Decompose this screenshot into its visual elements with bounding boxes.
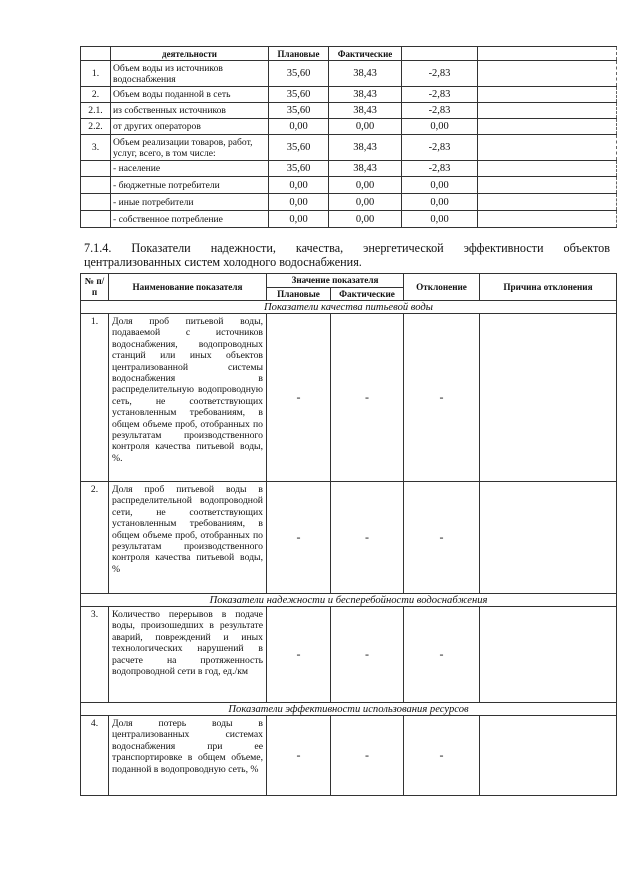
row-deviation: 0,00 — [402, 119, 478, 135]
row-name: из собственных источников — [111, 103, 269, 119]
header-reason: Причина отклонения — [480, 274, 617, 301]
table-row — [81, 194, 617, 211]
row-reason — [480, 482, 617, 594]
production-indicators-table — [80, 46, 617, 228]
row-description: Количество перерывов в подаче воды, произошедших в результате аварий, повреждений и иных технологических нарушений в расчете на протяженность водопроводной сети в год, ед./км — [109, 607, 267, 703]
row-plan: 0,00 — [269, 194, 329, 211]
header-plan: Плановые — [267, 288, 331, 301]
row-fact: 38,43 — [329, 87, 402, 103]
row-reason — [478, 194, 617, 211]
row-reason — [478, 87, 617, 103]
section-title: Показатели качества питьевой воды — [81, 301, 617, 314]
row-fact: 38,43 — [329, 103, 402, 119]
row-plan: 35,60 — [269, 103, 329, 119]
row-plan: - — [267, 716, 331, 796]
row-fact: - — [331, 607, 404, 703]
row-fact: 0,00 — [329, 211, 402, 228]
row-reason — [478, 211, 617, 228]
header-empty-cell — [478, 47, 617, 61]
row-deviation: - — [404, 607, 480, 703]
row-deviation: 0,00 — [402, 177, 478, 194]
header-empty-cell — [402, 47, 478, 61]
table-row — [81, 177, 617, 194]
table-row — [81, 607, 617, 703]
row-description: Доля проб питьевой воды в распределительной водопроводной сети, не соответствующих установленным требованиям, в общем объеме проб, отобранных по результатам производственного контроля качества питьевой воды, % — [109, 482, 267, 594]
row-fact: 0,00 — [329, 194, 402, 211]
row-fact: 0,00 — [329, 119, 402, 135]
row-name: Объем воды поданной в сеть — [111, 87, 269, 103]
row-reason — [478, 103, 617, 119]
header-fact: Фактические — [329, 47, 402, 61]
row-deviation: -2,83 — [402, 135, 478, 161]
row-name: - собственное потребление — [111, 211, 269, 228]
row-number: 1. — [81, 314, 109, 482]
row-plan: 35,60 — [269, 135, 329, 161]
row-description: Доля проб питьевой воды, подаваемой с источников водоснабжения, водопроводных станций или иных объектов централизованной системы водоснабжения в распределительную водопроводную сеть, не соответствующих установленным требованиям, в общем объеме проб, отобранных по результатам производственного контроля качества питьевой воды, %. — [109, 314, 267, 482]
row-plan: 35,60 — [269, 87, 329, 103]
row-plan: 0,00 — [269, 177, 329, 194]
row-reason — [478, 177, 617, 194]
header-plan: Плановые — [269, 47, 329, 61]
table-row — [81, 716, 617, 796]
header-activity: деятельности — [111, 47, 269, 61]
row-number — [81, 161, 111, 177]
row-fact: 0,00 — [329, 177, 402, 194]
row-number — [81, 177, 111, 194]
row-number: 2. — [81, 482, 109, 594]
row-plan: - — [267, 607, 331, 703]
table-row — [81, 119, 617, 135]
row-reason — [478, 161, 617, 177]
row-fact: 38,43 — [329, 161, 402, 177]
row-reason — [478, 135, 617, 161]
header-indicator-name: Наименование показателя — [109, 274, 267, 301]
header-indicator-value: Значение показателя — [267, 274, 404, 288]
section-title: Показатели эффективности использования ресурсов — [81, 703, 617, 716]
table-row — [81, 87, 617, 103]
row-number: 3. — [81, 607, 109, 703]
table-row — [81, 103, 617, 119]
row-deviation: -2,83 — [402, 87, 478, 103]
row-number: 4. — [81, 716, 109, 796]
row-fact: - — [331, 716, 404, 796]
table-row — [81, 135, 617, 161]
header-fact: Фактические — [331, 288, 404, 301]
row-number — [81, 194, 111, 211]
row-fact: - — [331, 482, 404, 594]
row-number: 1. — [81, 61, 111, 87]
row-deviation: -2,83 — [402, 103, 478, 119]
row-name: - бюджетные потребители — [111, 177, 269, 194]
row-name: от других операторов — [111, 119, 269, 135]
row-number: 2.1. — [81, 103, 111, 119]
row-deviation: 0,00 — [402, 194, 478, 211]
row-reason — [480, 607, 617, 703]
section-heading-continuation: централизованных систем холодного водоснабжения. — [84, 255, 362, 269]
table-row — [81, 161, 617, 177]
row-plan: 0,00 — [269, 211, 329, 228]
row-deviation: -2,83 — [402, 61, 478, 87]
row-deviation: - — [404, 482, 480, 594]
header-empty-cell — [81, 47, 111, 61]
row-plan: - — [267, 482, 331, 594]
row-name: - население — [111, 161, 269, 177]
row-number — [81, 211, 111, 228]
row-deviation: -2,83 — [402, 161, 478, 177]
section-heading: 7.1.4. Показатели надежности, качества, энергетической эффективности объектов — [84, 241, 610, 255]
table-row — [81, 482, 617, 594]
row-deviation: - — [404, 716, 480, 796]
row-reason — [480, 716, 617, 796]
row-fact: 38,43 — [329, 61, 402, 87]
table-row — [81, 61, 617, 87]
row-name: - иные потребители — [111, 194, 269, 211]
row-reason — [480, 314, 617, 482]
row-description: Доля потерь воды в централизованных системах водоснабжения при ее транспортировке в общем объеме, поданной в водопроводную сеть, % — [109, 716, 267, 796]
row-name: Объем воды из источников водоснабжения — [111, 61, 269, 87]
section-title: Показатели надежности и бесперебойности водоснабжения — [81, 594, 617, 607]
row-number: 2. — [81, 87, 111, 103]
row-plan: - — [267, 314, 331, 482]
table-row — [81, 211, 617, 228]
row-number: 2.2. — [81, 119, 111, 135]
row-fact: - — [331, 314, 404, 482]
header-deviation: Отклонение — [404, 274, 480, 301]
row-plan: 35,60 — [269, 61, 329, 87]
row-reason — [478, 61, 617, 87]
row-name: Объем реализации товаров, работ, услуг, всего, в том числе: — [111, 135, 269, 161]
row-plan: 0,00 — [269, 119, 329, 135]
row-number: 3. — [81, 135, 111, 161]
row-deviation: 0,00 — [402, 211, 478, 228]
row-fact: 38,43 — [329, 135, 402, 161]
header-number: № п/п — [81, 274, 109, 301]
row-plan: 35,60 — [269, 161, 329, 177]
table-row — [81, 314, 617, 482]
reliability-indicators-table — [80, 273, 617, 796]
row-reason — [478, 119, 617, 135]
row-deviation: - — [404, 314, 480, 482]
